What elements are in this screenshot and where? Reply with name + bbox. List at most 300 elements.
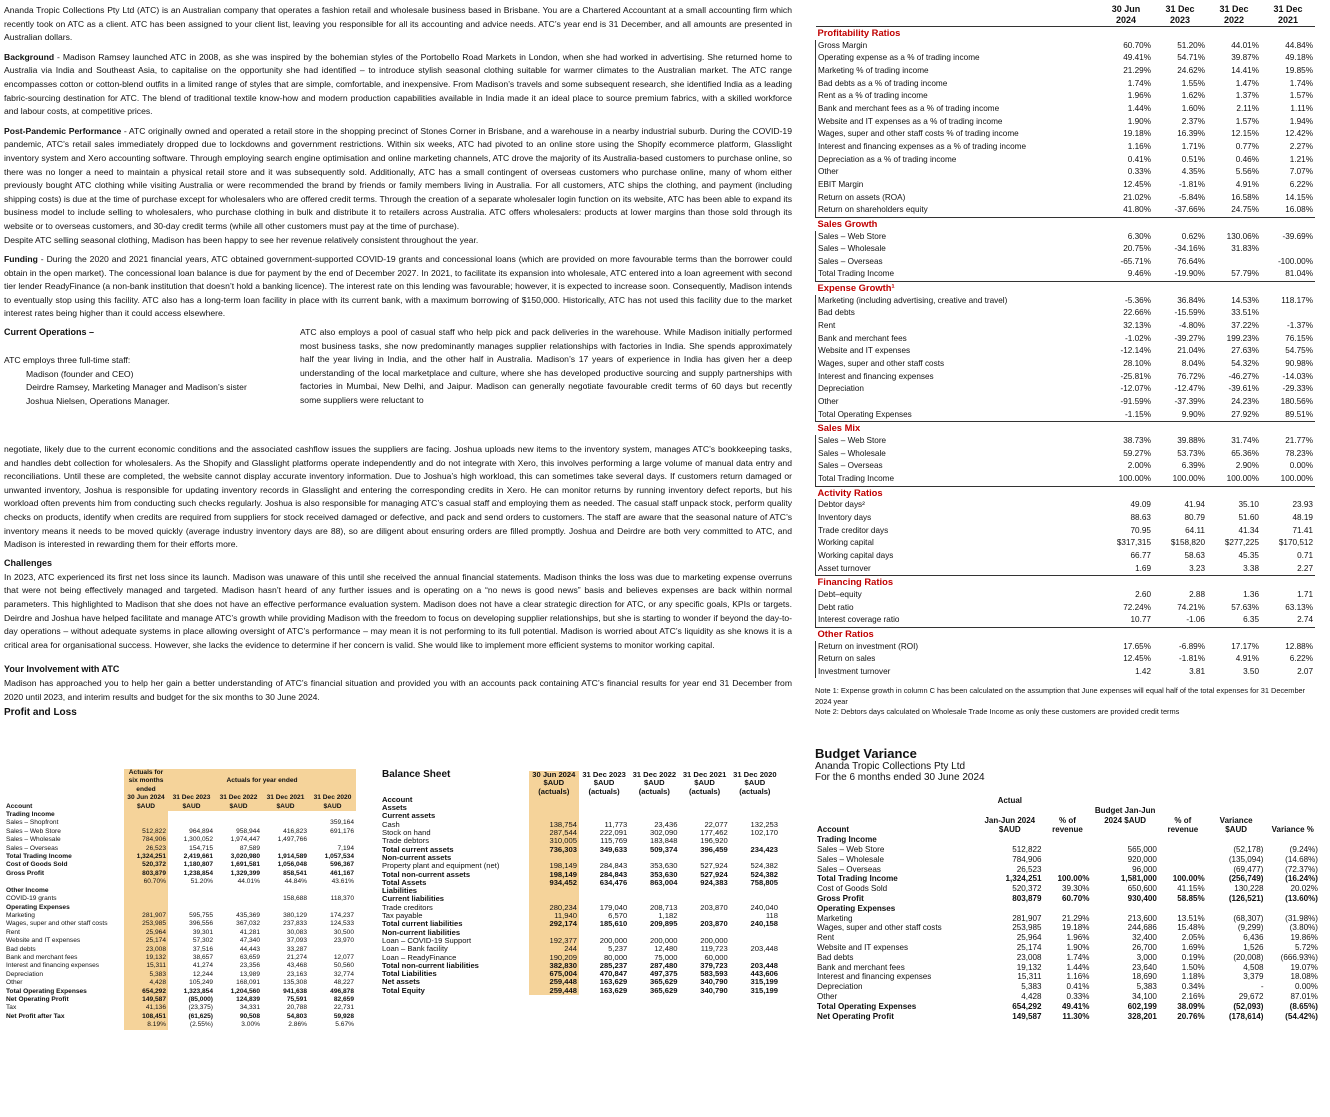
bs-value	[529, 804, 579, 812]
ratio-col-header: 31 Dec 2021	[1273, 4, 1303, 25]
ratio-row	[816, 666, 1316, 679]
ratio-value: 100.00%	[1226, 473, 1259, 483]
ratio-value: 1.60%	[1181, 103, 1205, 113]
pl-value: 654,292	[124, 988, 168, 996]
pl-value: 1,497,766	[277, 836, 307, 844]
ratio-col-header: 30 Jun 2024	[1111, 4, 1141, 25]
pl-row	[4, 836, 356, 844]
pl-value	[262, 845, 309, 853]
pl-value: 15,311	[124, 962, 168, 970]
bs-value: 185,610	[599, 919, 628, 929]
bv-label: Bad debts	[817, 952, 854, 962]
ratio-value: 37.22%	[1231, 321, 1259, 331]
bs-row	[380, 804, 780, 812]
pl-value: 1,914,589	[277, 853, 307, 861]
ratio-label: Total Trading Income	[816, 268, 1100, 281]
pl-value	[262, 819, 309, 827]
ratio-label: Total Trading Income	[816, 473, 1100, 486]
bs-label: Liabilities	[382, 886, 418, 896]
bv-value: (14.68%)	[1285, 854, 1318, 864]
bv-value: 3,379	[1243, 972, 1264, 982]
pl-value: 174,237	[330, 911, 354, 919]
bv-row	[815, 874, 1320, 884]
pl-label: Bad debts	[6, 945, 36, 953]
bs-value: 863,004	[649, 877, 678, 887]
ratio-value: 3.23	[1189, 563, 1205, 573]
pl-col-header: 30 Jun 2024 $AUD	[124, 794, 168, 811]
pl-row	[4, 996, 356, 1004]
bs-value: 190,209	[529, 954, 579, 962]
bv-value: 18.08%	[1290, 972, 1318, 982]
ratio-label: Sales – Overseas	[816, 460, 1100, 473]
ratio-value: -12.47%	[1174, 384, 1205, 394]
pl-value: 41,274	[192, 962, 213, 970]
pl-value: 57,302	[192, 937, 213, 945]
pl-label: Wages, super and other staff costs	[6, 920, 108, 928]
ratio-value: -37.66%	[1174, 205, 1205, 215]
bv-value: 19,132	[1016, 962, 1042, 972]
ratio-analysis	[815, 4, 1315, 718]
pl-value: 108,451	[124, 1013, 168, 1021]
pl-label: Bank and merchant fees	[6, 953, 78, 961]
ratio-row	[816, 116, 1316, 129]
ratio-value: 36.84%	[1177, 295, 1205, 305]
ratio-row	[816, 641, 1316, 654]
ratio-label: Return on sales	[816, 653, 1100, 666]
bs-value: 353,630	[649, 861, 678, 871]
ratio-row	[816, 166, 1316, 179]
ratio-value: 60.70%	[1123, 40, 1151, 50]
pl-label: Other Income	[6, 886, 49, 894]
bs-value: 200,000	[649, 935, 678, 945]
ratio-value: 12.45%	[1123, 654, 1151, 664]
ratio-value: 57.63%	[1231, 602, 1259, 612]
ratio-value: -19.90%	[1174, 269, 1205, 279]
bs-value: 5,237	[608, 944, 628, 954]
ratio-value: 8.04%	[1181, 359, 1205, 369]
budget-title: Budget Variance	[815, 746, 917, 761]
ratio-value: 44.01%	[1231, 40, 1259, 50]
pl-row	[4, 929, 356, 937]
ratio-value: 0.41%	[1127, 154, 1151, 164]
pl-row	[4, 979, 356, 987]
ratio-value: 71.41	[1292, 525, 1313, 535]
bs-value: 179,040	[599, 902, 628, 912]
ratio-value: 0.77%	[1235, 141, 1259, 151]
bs-value: 75,000	[654, 952, 678, 962]
pl-value: 1,056,048	[277, 861, 307, 869]
bv-label: Sales – Wholesale	[817, 854, 885, 864]
ratio-value: 45.35	[1238, 550, 1259, 560]
bv-value: 1.74%	[1066, 952, 1090, 962]
ratio-value: 1.96%	[1127, 91, 1151, 101]
bv-row	[815, 972, 1320, 982]
ratio-value: 41.34	[1238, 525, 1259, 535]
ratio-value: 21.29%	[1123, 65, 1151, 75]
bv-value: 19.07%	[1290, 962, 1318, 972]
bv-value: 15,311	[1017, 972, 1042, 982]
bv-label: Interest and financing expenses	[817, 972, 932, 982]
ratio-value: 48.19	[1292, 512, 1313, 522]
pl-row	[4, 971, 356, 979]
background-text: - Madison Ramsey launched ATC in 2008, as she was inspired by the bohemian styles of the Portobello Road Markets in London, when she had worked in advertising. She returned home to Australia via India and Southeast Asia, to capitalise on the opportunity she had identified – to introduce stylish seasonal clothing suitable for warmer climates to the Australian market. The ATC range encompasses cotton or cotton-blend outfits in a limited range of styles that are simple, comfortable, and inexpensive. From Madison’s travels and some subsequent research, she identified India as a leading fabric-sourcing destination for ATC. The blend of traditional textile know-how and modern production capabilities available in India made it an ideal place to source premium fabrics, with a skilled workforce and labour costs, at competitive prices.	[4, 51, 792, 117]
ratio-value: 23.93	[1292, 500, 1313, 510]
pl-value: 416,823	[283, 827, 307, 835]
bs-value: 379,723	[700, 960, 728, 970]
bv-value	[1266, 904, 1320, 914]
pl-value	[168, 887, 215, 895]
bv-value: 213,600	[1127, 913, 1157, 923]
pl-value: 253,985	[124, 920, 168, 928]
ratio-label: Debt ratio	[816, 602, 1100, 615]
ratio-label: Debtor days²	[816, 499, 1100, 512]
ratio-section-header	[816, 627, 1316, 640]
bs-value: 583,593	[700, 969, 728, 979]
bv-value: (16.24%)	[1285, 874, 1318, 884]
ratio-value: $317,315	[1116, 538, 1151, 548]
bv-actual-sub: Jan-Jun 2024 $AUD	[984, 815, 1036, 835]
pl-value	[309, 946, 356, 954]
bv-row	[815, 835, 1320, 845]
ratio-section-header	[816, 282, 1316, 295]
bs-row	[380, 879, 780, 887]
ratio-label: Return on investment (ROI)	[816, 641, 1100, 654]
bv-label: Marketing	[817, 913, 853, 923]
pl-value: 135,308	[283, 979, 307, 987]
ratio-value: 90.98%	[1285, 359, 1313, 369]
pl-value: 461,167	[330, 869, 354, 877]
pl-value: 359,164	[330, 819, 354, 827]
pl-value: 21,274	[286, 953, 307, 961]
bv-label: Rent	[817, 933, 835, 943]
bv-value: 20.02%	[1290, 884, 1318, 894]
bv-value: -	[1260, 982, 1264, 992]
bv-value: (52,178)	[1233, 844, 1264, 854]
ratio-row	[816, 307, 1316, 320]
ratio-value: -25.81%	[1120, 371, 1151, 381]
bs-value: 736,303	[529, 846, 579, 854]
pl-value: 38,657	[192, 953, 213, 961]
bv-row	[815, 943, 1320, 953]
ratio-value: 21.02%	[1123, 192, 1151, 202]
pl-value: 23,008	[124, 946, 168, 954]
bv-row	[815, 963, 1320, 973]
pl-value	[215, 819, 262, 827]
ratio-value: 100.00%	[1280, 473, 1313, 483]
pl-six-months-header: Actuals for six months ended	[124, 769, 168, 794]
ratio-value: 118.17%	[1281, 295, 1313, 305]
bv-label: Website and IT expenses	[817, 942, 909, 952]
pl-value	[168, 895, 215, 903]
bv-actual-header	[976, 796, 1043, 835]
bv-value: (256,749)	[1228, 874, 1264, 884]
ratio-label: Bank and merchant fees	[816, 333, 1100, 346]
pl-row	[4, 811, 356, 819]
ratio-label: Asset turnover	[816, 563, 1100, 576]
ratio-value: 89.51%	[1285, 409, 1313, 419]
ratio-value: 59.27%	[1123, 448, 1151, 458]
pl-value: 32,774	[333, 970, 354, 978]
bv-value: 21.29%	[1061, 913, 1090, 923]
pl-value: 25,964	[124, 929, 168, 937]
ratio-label: Other	[816, 166, 1100, 179]
ratio-value: 2.27	[1297, 563, 1313, 573]
pl-value: 63,659	[239, 953, 260, 961]
ratio-value: -37.39%	[1174, 397, 1205, 407]
ratio-row	[816, 295, 1316, 308]
bv-label: Total Trading Income	[817, 874, 898, 884]
current-operations-right: ATC also employs a pool of casual staff who help pick and pack deliveries in the warehouse. While Madison initially performed most business tasks, she now predominantly manages supplier relationships with factories in India. She spends approximately half the year living in India, and the other half in Australia. Madison’s 17 years of experience in India has given her a deep understanding of the local marketplace and culture, where she has developed productive sourcing and supply partnerships with factories in Mumbai, New Delhi, and Jaipur. Madison can generally negotiate favourable credit terms of 60 days but recently some suppliers were reluctant to	[300, 327, 792, 406]
pl-row	[4, 878, 356, 886]
bv-bpct-header: % of revenue	[1167, 815, 1199, 835]
ratio-value: -14.03%	[1282, 371, 1313, 381]
ratio-value: 12.15%	[1231, 129, 1259, 139]
case-study-text	[4, 4, 792, 721]
ratio-value: 1.69	[1135, 563, 1151, 573]
ratio-row	[816, 179, 1316, 192]
ratio-label: Wages, super and other staff costs	[816, 358, 1100, 371]
ratio-row	[816, 614, 1316, 627]
bs-value: 634,476	[599, 877, 628, 887]
bs-value: 200,000	[599, 935, 628, 945]
ratio-value: -4.80%	[1179, 321, 1205, 331]
bv-value: 100.00%	[1172, 874, 1205, 884]
ratio-row	[816, 499, 1316, 512]
pl-label: Gross Profit	[6, 869, 45, 877]
ratio-value: 21.04%	[1177, 346, 1205, 356]
ratio-value: -1.02%	[1125, 333, 1151, 343]
pl-value: 44,443	[239, 945, 260, 953]
pl-label: Operating Expenses	[6, 903, 70, 911]
pl-value: 367,032	[236, 920, 260, 928]
pl-value: 435,369	[236, 911, 260, 919]
ratio-value: 24.62%	[1177, 65, 1205, 75]
ratio-value: 33.51%	[1231, 308, 1259, 318]
bs-value	[679, 887, 729, 895]
pl-row	[4, 988, 356, 996]
ratio-row	[816, 204, 1316, 217]
bv-label: Wages, super and other staff costs	[817, 923, 942, 933]
bv-account-header: Account	[817, 825, 849, 835]
ratio-value: 27.92%	[1231, 409, 1259, 419]
bs-value: 177,462	[700, 828, 728, 838]
ratio-label: Return on assets (ROA)	[816, 192, 1100, 205]
bv-row	[815, 865, 1320, 875]
ratio-value: 180.56%	[1280, 397, 1313, 407]
pl-value: 44.01%	[237, 878, 260, 886]
bs-value: 11,940	[529, 912, 579, 920]
bv-value: 2.16%	[1181, 991, 1205, 1001]
ratio-value: 1.74%	[1127, 78, 1151, 88]
ratio-value: 3.50	[1243, 666, 1259, 676]
pl-value: 1,324,251	[124, 853, 168, 861]
pl-label: Sales – Overseas	[6, 844, 59, 852]
bv-row	[815, 884, 1320, 894]
ratio-row	[816, 90, 1316, 103]
bv-value: (126,521)	[1228, 893, 1264, 903]
ratio-row	[816, 345, 1316, 358]
bs-value: 285,237	[599, 960, 628, 970]
bv-value: 4,428	[1021, 991, 1042, 1001]
pl-value: 1,300,052	[183, 836, 213, 844]
ratio-value: 27.63%	[1231, 346, 1259, 356]
bv-value: 1.16%	[1066, 972, 1090, 982]
ratio-value: 35.10	[1238, 500, 1259, 510]
ratio-col-header: 31 Dec 2023	[1165, 4, 1195, 25]
ratio-label: Bad debts	[816, 307, 1100, 320]
bs-value: 240,040	[750, 902, 778, 912]
bv-label: Net Operating Profit	[817, 1011, 894, 1021]
bv-value: 602,199	[1127, 1001, 1157, 1011]
ratio-section-title: Activity Ratios	[816, 486, 1316, 499]
bv-value	[1044, 835, 1092, 845]
ratio-label: Sales – Web Store	[816, 435, 1100, 448]
ratio-value: 16.39%	[1177, 129, 1205, 139]
pl-value	[124, 819, 168, 827]
pl-label: Interest and financing expenses	[6, 962, 100, 970]
ratio-value: 5.56%	[1235, 167, 1259, 177]
bs-value: 470,847	[599, 969, 628, 979]
pl-row	[4, 1004, 356, 1012]
ratio-value: 54.75%	[1285, 346, 1313, 356]
bv-value: 0.41%	[1066, 982, 1090, 992]
pl-row	[4, 962, 356, 970]
ratio-value: 1.44%	[1127, 103, 1151, 113]
ratio-label: Operating expense as a % of trading income	[816, 52, 1100, 65]
bs-label: Total non-current liabilities	[382, 960, 479, 970]
ratio-value: 51.20%	[1177, 40, 1205, 50]
pl-value: 803,879	[124, 870, 168, 878]
ratio-row	[816, 371, 1316, 384]
ratio-label: Investment turnover	[816, 666, 1100, 679]
bs-label: Current liabilities	[382, 894, 445, 904]
pl-value: 30,083	[286, 928, 307, 936]
bs-value: 198,149	[529, 862, 579, 870]
bs-value: 203,870	[700, 902, 728, 912]
ratio-row	[816, 563, 1316, 576]
ratio-value: 1.71%	[1181, 141, 1205, 151]
pl-row	[4, 870, 356, 878]
bs-value: 287,544	[529, 829, 579, 837]
bv-value: 1,526	[1243, 942, 1264, 952]
ratio-value: 9.90%	[1181, 409, 1205, 419]
pl-value: 1,691,581	[230, 861, 260, 869]
bv-value: 130,228	[1234, 884, 1264, 894]
pl-value	[124, 887, 168, 895]
pl-value: 1,057,534	[324, 853, 354, 861]
ratio-value: 6.30%	[1127, 231, 1151, 241]
ratio-row	[816, 473, 1316, 486]
ratio-value: 130.06%	[1226, 231, 1259, 241]
bs-label: Property plant and equipment (net)	[382, 861, 500, 871]
ratio-label: Interest coverage ratio	[816, 614, 1100, 627]
ratio-value: $158,820	[1170, 538, 1205, 548]
ratio-value: -5.84%	[1179, 192, 1205, 202]
pl-value: 1,323,854	[183, 987, 213, 995]
pl-value: 26,523	[124, 845, 168, 853]
bs-value: 349,633	[599, 844, 628, 854]
ratio-label: Bad debts as a % of trading income	[816, 78, 1100, 91]
bs-label: Total non-current assets	[382, 869, 471, 879]
ratio-label: Sales – Wholesale	[816, 448, 1100, 461]
pl-value	[215, 895, 262, 903]
bv-value: 5.72%	[1295, 942, 1318, 952]
pl-value: 958,944	[236, 827, 260, 835]
pl-value: 37,516	[192, 945, 213, 953]
bv-row	[815, 855, 1320, 865]
ratio-value: 0.33%	[1127, 167, 1151, 177]
bs-value	[730, 929, 780, 937]
pl-row	[4, 912, 356, 920]
pl-label	[4, 1021, 124, 1029]
ratio-value: 44.84%	[1285, 40, 1313, 50]
bv-value: 29,672	[1238, 991, 1264, 1001]
bs-title: Balance Sheet	[382, 769, 451, 780]
ratio-value: 2.60	[1135, 589, 1151, 599]
bs-value: 675,004	[529, 970, 579, 978]
ratio-col-header: 31 Dec 2022	[1219, 4, 1249, 25]
pl-row	[4, 1021, 356, 1029]
pl-value: 512,822	[124, 828, 168, 836]
pl-value: (2.55%)	[189, 1021, 213, 1029]
bs-value: 382,830	[529, 962, 579, 970]
current-operations-heading: Current Operations –	[4, 327, 95, 338]
ratio-value: 10.77	[1130, 615, 1151, 625]
bs-value	[629, 887, 679, 895]
bv-value: 11.30%	[1062, 1011, 1090, 1021]
bv-value: 1,324,251	[1005, 874, 1042, 884]
bs-value: 527,924	[700, 869, 728, 879]
ratio-row	[816, 525, 1316, 538]
bs-label: Trade debtors	[382, 836, 429, 846]
bs-value	[579, 887, 629, 895]
budget-period: For the 6 months ended 30 June 2024	[815, 772, 985, 783]
ratio-value: 31.74%	[1231, 436, 1259, 445]
budget-company: Ananda Tropic Collections Pty Ltd	[815, 761, 966, 772]
bs-value: 365,629	[649, 985, 678, 995]
bs-value: 292,174	[529, 920, 579, 928]
bv-value	[1091, 904, 1158, 914]
ratio-row	[816, 65, 1316, 78]
ratio-value: 2.27%	[1289, 141, 1313, 151]
ratio-label: Sales – Web Store	[816, 231, 1100, 244]
involvement-paragraph: Madison has approached you to help her gain a better understanding of ATC’s financial situation and provided you with an accounts pack containing ATC’s financial results for year end 31 December from 2020 until 2023, and interim results and budget for the six months to 30 June 2024.	[4, 678, 792, 702]
bv-value: (3.80%)	[1289, 923, 1318, 933]
bv-value: 784,906	[1012, 854, 1042, 864]
ratio-section-header	[816, 27, 1316, 40]
bv-value: 244,686	[1127, 923, 1157, 933]
bs-value: 80,000	[603, 952, 628, 962]
bs-value: 138,754	[529, 821, 579, 829]
ratio-value: -100.00%	[1277, 256, 1313, 266]
ratio-value: 49.09	[1130, 500, 1151, 510]
ratio-value: 72.24%	[1123, 602, 1151, 612]
ratio-label: Working capital days	[816, 550, 1100, 563]
ratio-value: 49.18%	[1285, 53, 1313, 63]
pl-label: Net Operating Profit	[6, 995, 69, 1003]
bv-value: 253,985	[1012, 923, 1042, 933]
bv-value	[1044, 845, 1092, 855]
staff-intro: ATC employs three full-time staff:	[4, 355, 131, 366]
bs-row	[380, 904, 780, 912]
pl-year-header: Actuals for year ended	[168, 769, 356, 794]
ratio-value	[1261, 243, 1315, 256]
bs-value	[529, 887, 579, 895]
bs-label: Total current assets	[382, 844, 454, 854]
postpandemic-paragraph-2: Despite ATC selling seasonal clothing, Madison has been happy to see her revenue relatively consistent throughout the year.	[4, 234, 479, 245]
bs-label: Tax payable	[382, 911, 423, 921]
pl-label: Trading Income	[6, 811, 55, 819]
